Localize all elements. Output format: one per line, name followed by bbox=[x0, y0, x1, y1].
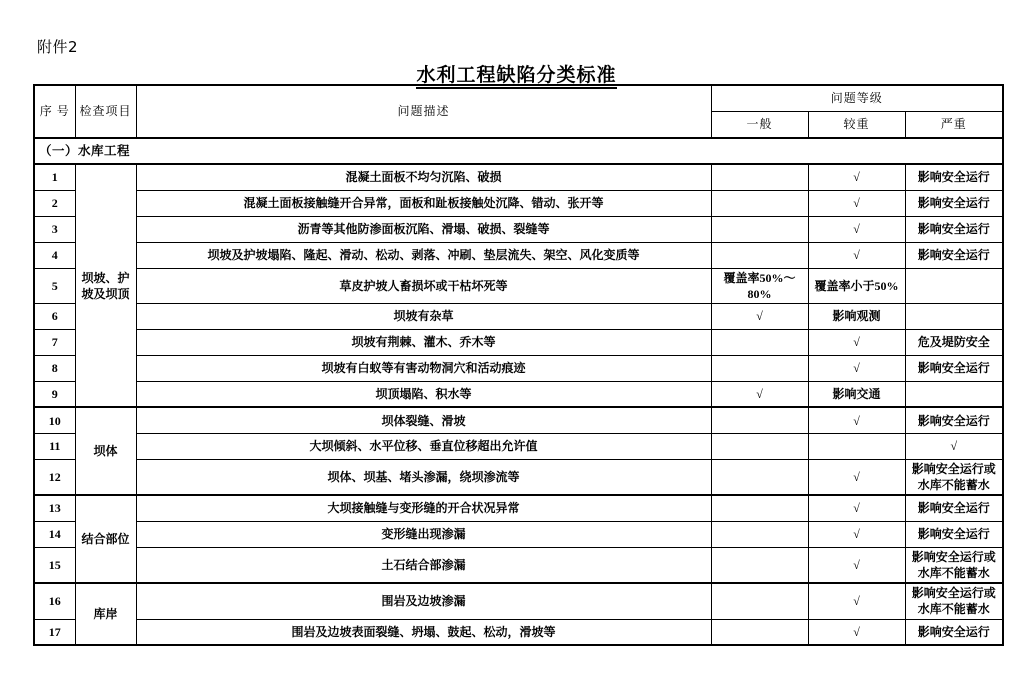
level-severe-cell: 影响安全运行 bbox=[905, 495, 1003, 521]
level-moderate-cell: √ bbox=[808, 619, 905, 645]
column-header-no: 序 号 bbox=[34, 85, 75, 138]
row-number: 14 bbox=[34, 521, 75, 547]
level-severe-cell: 影响安全运行或水库不能蓄水 bbox=[905, 583, 1003, 619]
section-title: （一）水库工程 bbox=[34, 138, 1003, 164]
level-moderate-cell: √ bbox=[808, 459, 905, 495]
problem-description: 坝顶塌陷、积水等 bbox=[136, 381, 711, 407]
row-number: 2 bbox=[34, 190, 75, 216]
table-row bbox=[34, 583, 1003, 619]
problem-description: 大坝接触缝与变形缝的开合状况异常 bbox=[136, 495, 711, 521]
row-number: 7 bbox=[34, 329, 75, 355]
level-general-cell bbox=[711, 495, 808, 521]
level-moderate-cell: √ bbox=[808, 521, 905, 547]
level-severe-cell: 影响安全运行 bbox=[905, 242, 1003, 268]
problem-description: 围岩及边坡表面裂缝、坍塌、鼓起、松动，滑坡等 bbox=[136, 619, 711, 645]
level-general-cell bbox=[711, 407, 808, 433]
level-severe-cell: 影响安全运行或水库不能蓄水 bbox=[905, 459, 1003, 495]
table-row bbox=[34, 547, 1003, 583]
level-moderate-cell: √ bbox=[808, 164, 905, 190]
level-moderate-cell: 覆盖率小于50% bbox=[808, 268, 905, 303]
page-title bbox=[0, 60, 1033, 87]
problem-description: 围岩及边坡渗漏 bbox=[136, 583, 711, 619]
problem-description: 混凝土面板不均匀沉陷、破损 bbox=[136, 164, 711, 190]
inspection-category-cell: 坝坡、护坡及坝顶 bbox=[75, 164, 136, 407]
problem-description: 坝坡有白蚁等有害动物洞穴和活动痕迹 bbox=[136, 355, 711, 381]
level-general-cell: √ bbox=[711, 381, 808, 407]
level-moderate-cell: √ bbox=[808, 547, 905, 583]
level-moderate-cell: √ bbox=[808, 190, 905, 216]
level-general-cell bbox=[711, 190, 808, 216]
level-moderate-cell: 影响交通 bbox=[808, 381, 905, 407]
level-general-cell bbox=[711, 619, 808, 645]
row-number: 11 bbox=[34, 433, 75, 459]
table-row bbox=[34, 521, 1003, 547]
table-row bbox=[34, 164, 1003, 190]
column-header-level-general: 一般 bbox=[711, 111, 808, 138]
level-severe-cell: √ bbox=[905, 433, 1003, 459]
table-row bbox=[34, 216, 1003, 242]
level-moderate-cell: √ bbox=[808, 242, 905, 268]
level-moderate-cell: √ bbox=[808, 495, 905, 521]
table-row bbox=[34, 303, 1003, 329]
level-moderate-cell: √ bbox=[808, 216, 905, 242]
table-body bbox=[34, 138, 1003, 645]
problem-description: 坝体裂缝、滑坡 bbox=[136, 407, 711, 433]
column-header-level-group: 问题等级 bbox=[711, 85, 1003, 111]
table-header bbox=[34, 85, 1003, 138]
level-severe-cell: 影响安全运行 bbox=[905, 355, 1003, 381]
level-general-cell bbox=[711, 547, 808, 583]
level-moderate-cell: √ bbox=[808, 583, 905, 619]
row-number: 5 bbox=[34, 268, 75, 303]
row-number: 13 bbox=[34, 495, 75, 521]
row-number: 1 bbox=[34, 164, 75, 190]
inspection-category-cell: 库岸 bbox=[75, 583, 136, 645]
row-number: 12 bbox=[34, 459, 75, 495]
level-moderate-cell: √ bbox=[808, 355, 905, 381]
inspection-category-cell: 坝体 bbox=[75, 407, 136, 495]
table-row bbox=[34, 355, 1003, 381]
row-number: 15 bbox=[34, 547, 75, 583]
level-moderate-cell bbox=[808, 433, 905, 459]
level-severe-cell: 影响安全运行 bbox=[905, 619, 1003, 645]
table-row bbox=[34, 242, 1003, 268]
level-general-cell bbox=[711, 459, 808, 495]
level-general-cell bbox=[711, 329, 808, 355]
level-severe-cell bbox=[905, 303, 1003, 329]
level-severe-cell: 影响安全运行 bbox=[905, 164, 1003, 190]
level-severe-cell: 危及堤防安全 bbox=[905, 329, 1003, 355]
level-severe-cell: 影响安全运行 bbox=[905, 521, 1003, 547]
problem-description: 沥青等其他防渗面板沉陷、滑塌、破损、裂缝等 bbox=[136, 216, 711, 242]
defect-classification-table bbox=[33, 84, 1004, 646]
level-general-cell bbox=[711, 355, 808, 381]
level-severe-cell: 影响安全运行 bbox=[905, 216, 1003, 242]
attachment-label: 附件2 bbox=[37, 38, 79, 56]
column-header-level-moderate: 较重 bbox=[808, 111, 905, 138]
level-general-cell bbox=[711, 216, 808, 242]
row-number: 4 bbox=[34, 242, 75, 268]
problem-description: 变形缝出现渗漏 bbox=[136, 521, 711, 547]
header-row-top bbox=[34, 85, 1003, 111]
row-number: 8 bbox=[34, 355, 75, 381]
row-number: 9 bbox=[34, 381, 75, 407]
table-row bbox=[34, 329, 1003, 355]
table-row bbox=[34, 619, 1003, 645]
table-row bbox=[34, 495, 1003, 521]
level-moderate-cell: √ bbox=[808, 329, 905, 355]
level-severe-cell: 影响安全运行 bbox=[905, 190, 1003, 216]
inspection-category-cell: 结合部位 bbox=[75, 495, 136, 583]
problem-description: 草皮护坡人畜损坏或干枯坏死等 bbox=[136, 268, 711, 303]
level-general-cell bbox=[711, 164, 808, 190]
problem-description: 坝体、坝基、堵头渗漏，绕坝渗流等 bbox=[136, 459, 711, 495]
row-number: 3 bbox=[34, 216, 75, 242]
row-number: 16 bbox=[34, 583, 75, 619]
level-severe-cell bbox=[905, 381, 1003, 407]
level-general-cell: √ bbox=[711, 303, 808, 329]
table-row bbox=[34, 381, 1003, 407]
row-number: 17 bbox=[34, 619, 75, 645]
level-moderate-cell: √ bbox=[808, 407, 905, 433]
row-number: 6 bbox=[34, 303, 75, 329]
problem-description: 坝坡有杂草 bbox=[136, 303, 711, 329]
table-row bbox=[34, 433, 1003, 459]
level-general-cell bbox=[711, 583, 808, 619]
page-title-text: 水利工程缺陷分类标准 bbox=[416, 64, 616, 89]
table-row bbox=[34, 268, 1003, 303]
problem-description: 大坝倾斜、水平位移、垂直位移超出允许值 bbox=[136, 433, 711, 459]
level-severe-cell: 影响安全运行 bbox=[905, 407, 1003, 433]
level-general-cell bbox=[711, 433, 808, 459]
problem-description: 混凝土面板接触缝开合异常，面板和趾板接触处沉降、错动、张开等 bbox=[136, 190, 711, 216]
column-header-inspection-item: 检查项目 bbox=[75, 85, 136, 138]
column-header-level-severe: 严重 bbox=[905, 111, 1003, 138]
problem-description: 土石结合部渗漏 bbox=[136, 547, 711, 583]
level-general-cell bbox=[711, 521, 808, 547]
level-general-cell bbox=[711, 242, 808, 268]
column-header-description: 问题描述 bbox=[136, 85, 711, 138]
problem-description: 坝坡及护坡塌陷、隆起、滑动、松动、剥落、冲刷、垫层流失、架空、风化变质等 bbox=[136, 242, 711, 268]
row-number: 10 bbox=[34, 407, 75, 433]
level-severe-cell: 影响安全运行或水库不能蓄水 bbox=[905, 547, 1003, 583]
problem-description: 坝坡有荆棘、灌木、乔木等 bbox=[136, 329, 711, 355]
table-row bbox=[34, 459, 1003, 495]
level-general-cell: 覆盖率50%～80% bbox=[711, 268, 808, 303]
table-row bbox=[34, 407, 1003, 433]
level-severe-cell bbox=[905, 268, 1003, 303]
level-moderate-cell: 影响观测 bbox=[808, 303, 905, 329]
section-row-reservoir-engineering bbox=[34, 138, 1003, 164]
table-row bbox=[34, 190, 1003, 216]
